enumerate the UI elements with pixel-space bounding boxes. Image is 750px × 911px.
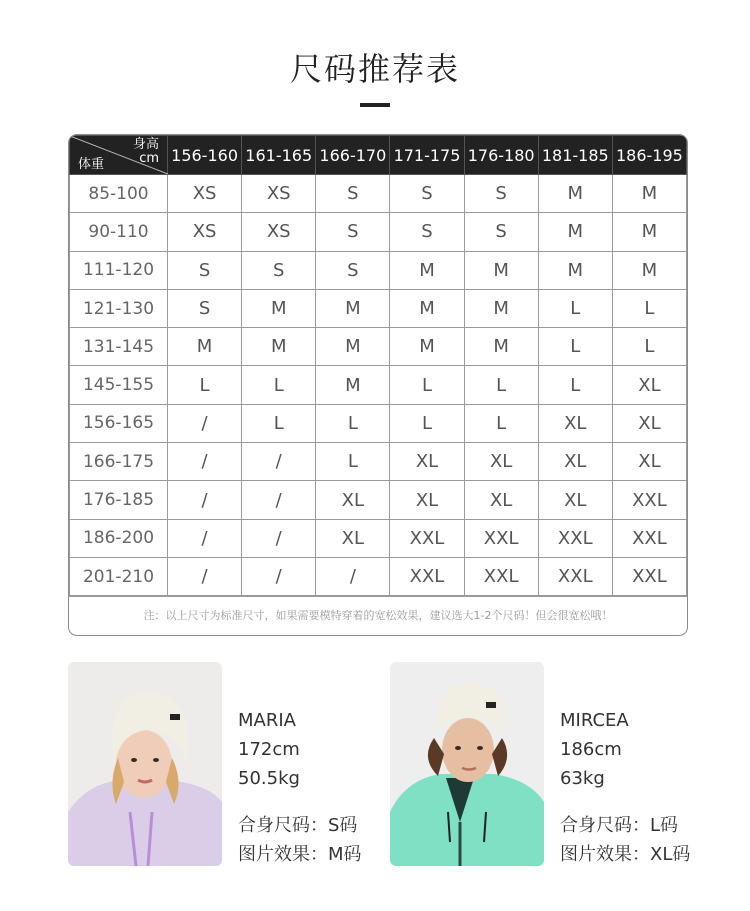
weight-cell: 201-210 (70, 557, 168, 595)
model-photo-size: 图片效果：M码 (238, 844, 362, 865)
weight-cell: 176-185 (70, 481, 168, 519)
size-cell: XL (390, 481, 464, 519)
size-cell: S (316, 175, 390, 213)
size-cell: M (316, 366, 390, 404)
size-cell: XXL (538, 557, 612, 595)
corner-header (70, 136, 168, 175)
model-illustration (68, 662, 222, 866)
model-photo-maria (68, 662, 222, 866)
size-cell: L (316, 443, 390, 481)
model-fit-size: 合身尺码：S码 (238, 815, 358, 836)
size-cell: S (168, 289, 242, 327)
table-row (70, 366, 687, 404)
size-cell: M (538, 213, 612, 251)
weight-cell: 145-155 (70, 366, 168, 404)
title-underline (360, 103, 390, 107)
size-cell: M (612, 251, 686, 289)
size-cell: XS (242, 213, 316, 251)
model-height: 172cm (238, 739, 300, 760)
size-cell: L (316, 404, 390, 442)
size-cell: S (316, 213, 390, 251)
size-cell: L (242, 404, 316, 442)
size-cell: M (464, 328, 538, 366)
model-height: 186cm (560, 739, 622, 760)
weight-cell: 156-165 (70, 404, 168, 442)
size-cell: L (464, 366, 538, 404)
size-table (69, 135, 687, 596)
height-header: 161-165 (242, 136, 316, 175)
height-header: 176-180 (464, 136, 538, 175)
size-cell: L (168, 366, 242, 404)
model-info-mircea (560, 706, 690, 869)
table-row (70, 251, 687, 289)
size-cell: / (168, 404, 242, 442)
table-row (70, 404, 687, 442)
size-cell: XXL (538, 519, 612, 557)
size-cell: M (612, 175, 686, 213)
size-cell: XL (538, 481, 612, 519)
size-cell: XS (168, 213, 242, 251)
size-chart (68, 134, 688, 636)
size-cell: L (538, 328, 612, 366)
height-header: 181-185 (538, 136, 612, 175)
height-header: 171-175 (390, 136, 464, 175)
size-cell: / (242, 443, 316, 481)
size-cell: S (168, 251, 242, 289)
size-cell: M (538, 251, 612, 289)
size-cell: XL (612, 404, 686, 442)
size-table-body (70, 175, 687, 596)
size-cell: XXL (464, 519, 538, 557)
height-unit: cm (139, 151, 159, 166)
size-cell: / (242, 557, 316, 595)
size-cell: XXL (612, 519, 686, 557)
height-header: 186-195 (612, 136, 686, 175)
size-cell: XL (316, 481, 390, 519)
size-cell: XXL (390, 519, 464, 557)
page-title: 尺码推荐表 (289, 50, 460, 88)
height-axis-label: 身高 (132, 137, 159, 152)
size-cell: M (464, 251, 538, 289)
table-row (70, 175, 687, 213)
weight-cell: 85-100 (70, 175, 168, 213)
table-row (70, 519, 687, 557)
size-cell: XL (464, 481, 538, 519)
size-cell: S (390, 175, 464, 213)
size-cell: XXL (612, 481, 686, 519)
size-cell: M (316, 289, 390, 327)
size-cell: M (242, 328, 316, 366)
table-row (70, 443, 687, 481)
size-cell: / (242, 481, 316, 519)
model-photo-mircea (390, 662, 544, 866)
size-cell: XS (168, 175, 242, 213)
size-cell: / (168, 481, 242, 519)
table-row (70, 328, 687, 366)
size-cell: L (464, 404, 538, 442)
size-cell: S (242, 251, 316, 289)
weight-cell: 186-200 (70, 519, 168, 557)
size-cell: M (316, 328, 390, 366)
weight-cell: 166-175 (70, 443, 168, 481)
size-cell: / (168, 519, 242, 557)
table-row (70, 481, 687, 519)
size-cell: XL (612, 443, 686, 481)
size-cell: M (390, 251, 464, 289)
model-weight: 63kg (560, 768, 605, 789)
weight-axis-label: 体重 (78, 157, 105, 172)
model-name: MARIA (238, 710, 296, 731)
weight-cell: 131-145 (70, 328, 168, 366)
size-cell: XXL (464, 557, 538, 595)
size-cell: XL (612, 366, 686, 404)
model-name: MIRCEA (560, 710, 629, 731)
weight-cell: 111-120 (70, 251, 168, 289)
size-cell: XXL (612, 557, 686, 595)
size-cell: / (316, 557, 390, 595)
size-cell: S (316, 251, 390, 289)
model-info-maria (238, 706, 362, 869)
size-cell: XXL (390, 557, 464, 595)
size-cell: M (242, 289, 316, 327)
size-cell: M (390, 289, 464, 327)
weight-cell: 121-130 (70, 289, 168, 327)
size-cell: / (168, 443, 242, 481)
table-row (70, 213, 687, 251)
model-weight: 50.5kg (238, 768, 300, 789)
table-row (70, 289, 687, 327)
size-cell: S (390, 213, 464, 251)
size-cell: S (464, 175, 538, 213)
height-header: 166-170 (316, 136, 390, 175)
size-cell: L (242, 366, 316, 404)
size-cell: L (538, 366, 612, 404)
size-cell: L (538, 289, 612, 327)
table-row (70, 557, 687, 595)
size-cell: XL (316, 519, 390, 557)
height-header: 156-160 (168, 136, 242, 175)
size-cell: L (390, 366, 464, 404)
size-cell: M (538, 175, 612, 213)
size-cell: XL (538, 404, 612, 442)
size-cell: XS (242, 175, 316, 213)
size-cell: L (612, 328, 686, 366)
size-cell: S (464, 213, 538, 251)
size-cell: / (242, 519, 316, 557)
size-cell: L (390, 404, 464, 442)
model-illustration (390, 662, 544, 866)
size-cell: M (390, 328, 464, 366)
size-cell: XL (538, 443, 612, 481)
size-cell: M (168, 328, 242, 366)
weight-cell: 90-110 (70, 213, 168, 251)
size-note: 注：以上尺寸为标准尺寸，如果需要模特穿着的宽松效果，建议选大1-2个尺码！但会很宽松哦！ (69, 596, 687, 635)
model-fit-size: 合身尺码：L码 (560, 815, 679, 836)
size-cell: M (464, 289, 538, 327)
size-cell: XL (464, 443, 538, 481)
size-cell: L (612, 289, 686, 327)
model-photo-size: 图片效果：XL码 (560, 844, 691, 865)
size-cell: / (168, 557, 242, 595)
size-cell: M (612, 213, 686, 251)
size-cell: XL (390, 443, 464, 481)
